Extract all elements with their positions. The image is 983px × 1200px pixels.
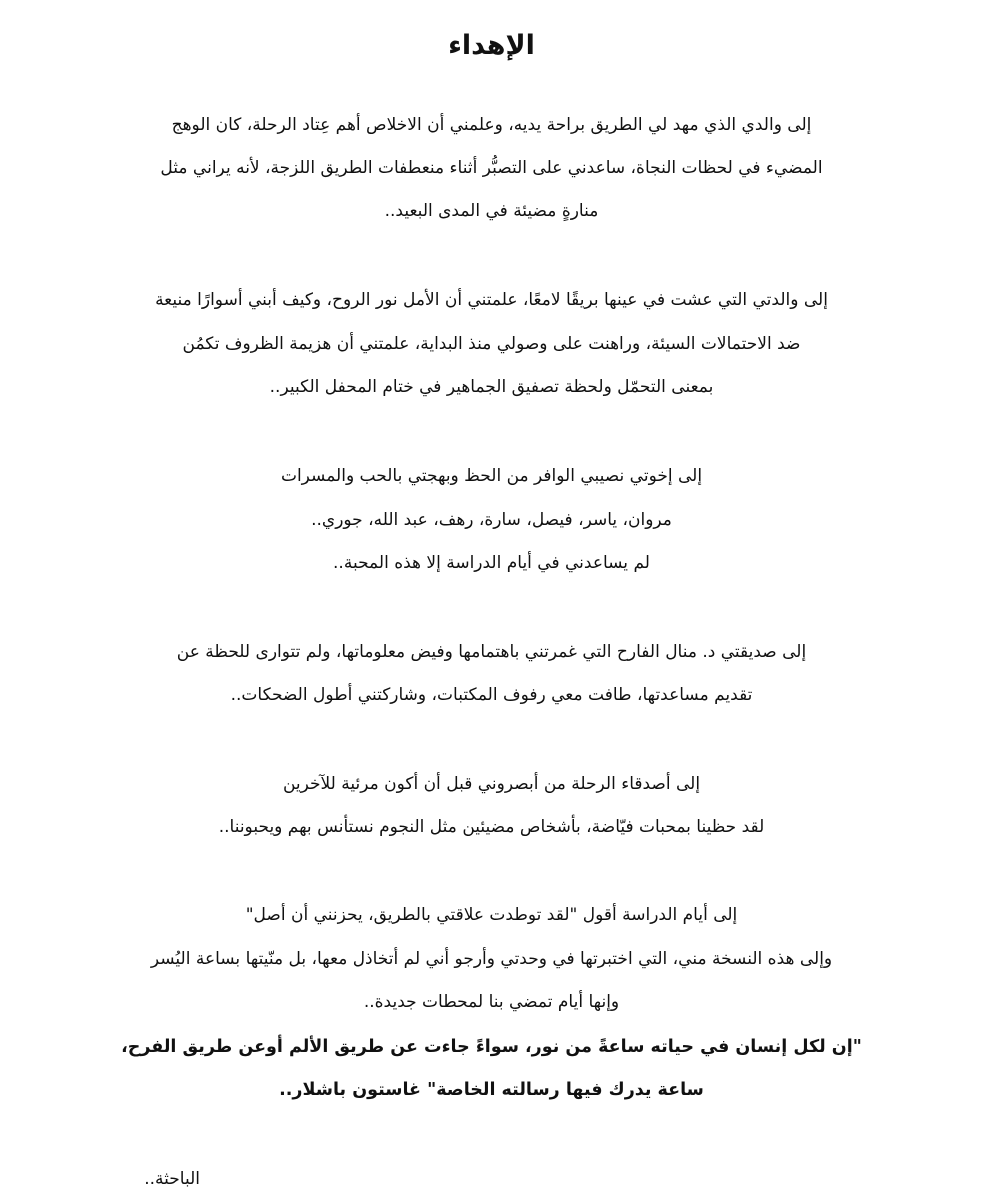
dedication-friend-line-2: تقديم مساعدتها، طافت معي رفوف المكتبات، وشاركتني أطول الضحكات.. bbox=[230, 685, 753, 705]
dedication-father-line-3: منارةٍ مضيئة في المدى البعيد.. bbox=[384, 201, 599, 221]
dedication-mother-line-3: بمعنى التحمّل ولحظة تصفيق الجماهير في ختام المحفل الكبير.. bbox=[269, 377, 714, 397]
dedication-siblings-line-3: لم يساعدني في أيام الدراسة إلا هذه المحبة.. bbox=[333, 553, 650, 573]
dedication-study-line-1: إلى أيام الدراسة أقول "لقد توطدت علاقتي بالطريق، يحزنني أن أصل" bbox=[245, 905, 738, 925]
dedication-siblings-line-1: إلى إخوتي نصيبي الوافر من الحظ وبهجتي بالحب والمسرات bbox=[280, 466, 703, 486]
quote-line-2: ساعة يدرك فيها رسالته الخاصة" غاستون باشلار.. bbox=[279, 1080, 704, 1100]
dedication-companions-line-1: إلى أصدقاء الرحلة من أبصروني قبل أن أكون مرئية للآخرين bbox=[282, 774, 701, 794]
dedication-study-line-3: وإنها أيام تمضي بنا لمحطات جديدة.. bbox=[363, 992, 620, 1012]
page-title: الإهداء bbox=[448, 30, 535, 61]
dedication-friend-line-1: إلى صديقتي د. منال الفارح التي غمرتني باهتمامها وفيض معلوماتها، ولم تتوارى للحظة عن bbox=[176, 642, 807, 662]
dedication-father-line-2: المضيء في لحظات النجاة، ساعدني على التصبُّر أثناء منعطفات الطريق اللزجة، لأنه يراني مثل bbox=[160, 158, 823, 178]
dedication-father-line-1: إلى والدي الذي مهد لي الطريق براحة يديه، وعلمني أن الاخلاص أهم عِتاد الرحلة، كان الوهج bbox=[171, 115, 812, 135]
dedication-mother-line-1: إلى والدتي التي عشت في عينها بريقًا لامعًا، علمتني أن الأمل نور الروح، وكيف أبني أسوارًا منيعة bbox=[155, 290, 828, 310]
signature: الباحثة.. bbox=[144, 1169, 200, 1189]
dedication-mother-line-2: ضد الاحتمالات السيئة، وراهنت على وصولي منذ البداية، علمتني أن هزيمة الظروف تكمُن bbox=[182, 334, 801, 354]
dedication-siblings-line-2: مروان، ياسر، فيصل، سارة، رهف، عبد الله، جوري.. bbox=[311, 510, 672, 530]
dedication-companions-line-2: لقد حظينا بمحبات فيّاضة، بأشخاص مضيئين مثل النجوم نستأنس بهم ويحبوننا.. bbox=[218, 817, 765, 837]
dedication-study-line-2: وإلى هذه النسخة مني، التي اختبرتها في وحدتي وأرجو أني لم أتخاذل معها، بل منّيتها بساعة اليُسر bbox=[150, 949, 833, 969]
quote-line-1: "إن لكل إنسان في حياته ساعةً من نور، سواءً جاءت عن طريق الألم أوعن طريق الفرح، bbox=[121, 1037, 862, 1057]
